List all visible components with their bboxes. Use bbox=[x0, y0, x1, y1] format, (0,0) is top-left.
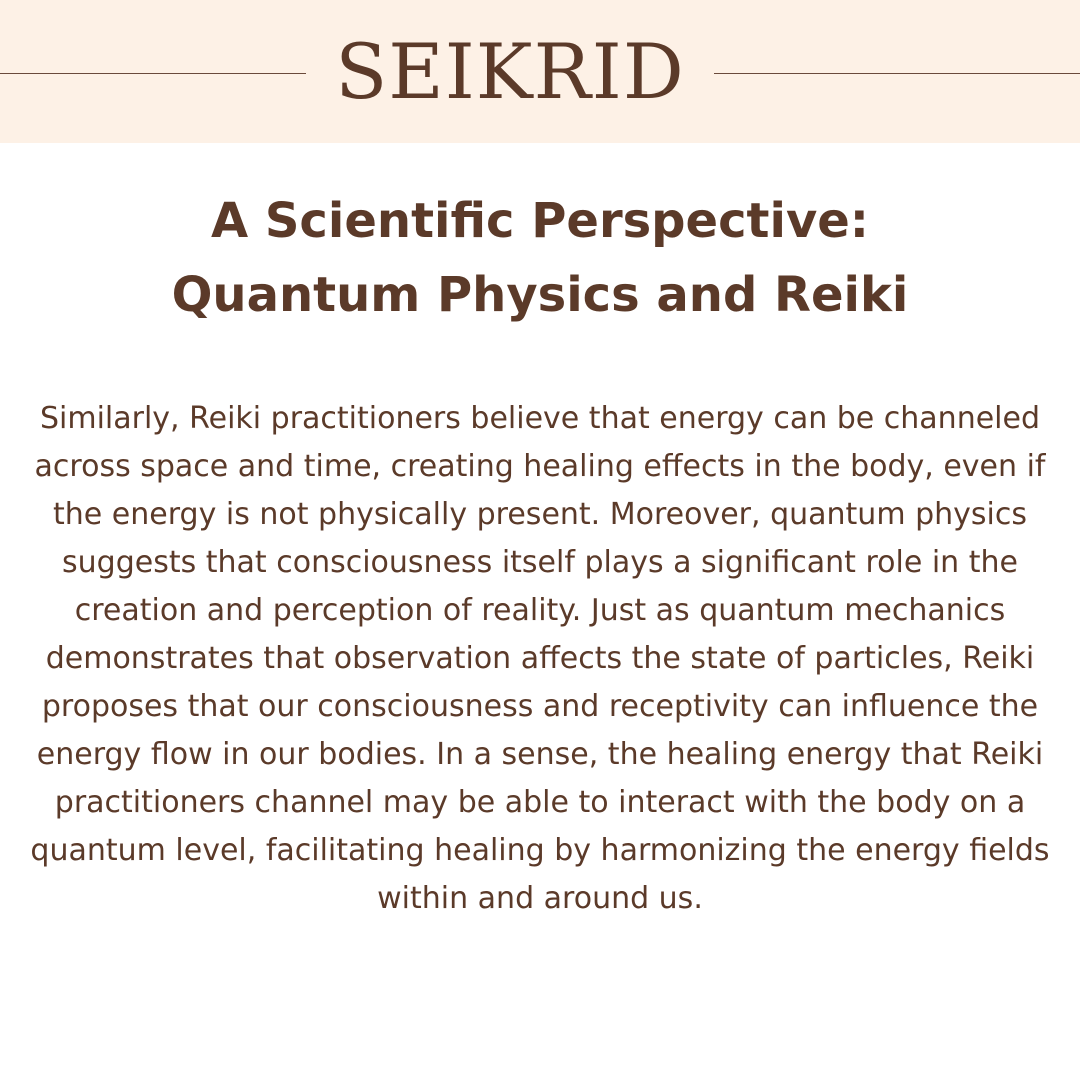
header-left-divider bbox=[0, 73, 306, 74]
page-title-line-1: A Scientific Perspective: bbox=[211, 193, 869, 249]
page-title-line-2: Quantum Physics and Reiki bbox=[171, 267, 909, 323]
body-paragraph: Similarly, Reiki practitioners believe that energy can be channeled across space and time, creating healing effects in the body, even if the energy is not physically present. Moreover, quantum physics suggests that consciousness itself plays a significant role in the creation and perception of reality. Just as quantum mechanics demonstrates that observation affects the state of particles, Reiki proposes that our consciousness and receptivity can influence the energy flow in our bodies. In a sense, the healing energy that Reiki practitioners channel may be able to interact with the body on a quantum level, facilitating healing by harmonizing the energy fields within and around us. bbox=[30, 401, 1050, 916]
header-right-divider bbox=[714, 73, 1080, 74]
page-title bbox=[60, 184, 1020, 332]
brand-logo: SEIKRID bbox=[335, 27, 685, 116]
header-band bbox=[0, 0, 1080, 143]
